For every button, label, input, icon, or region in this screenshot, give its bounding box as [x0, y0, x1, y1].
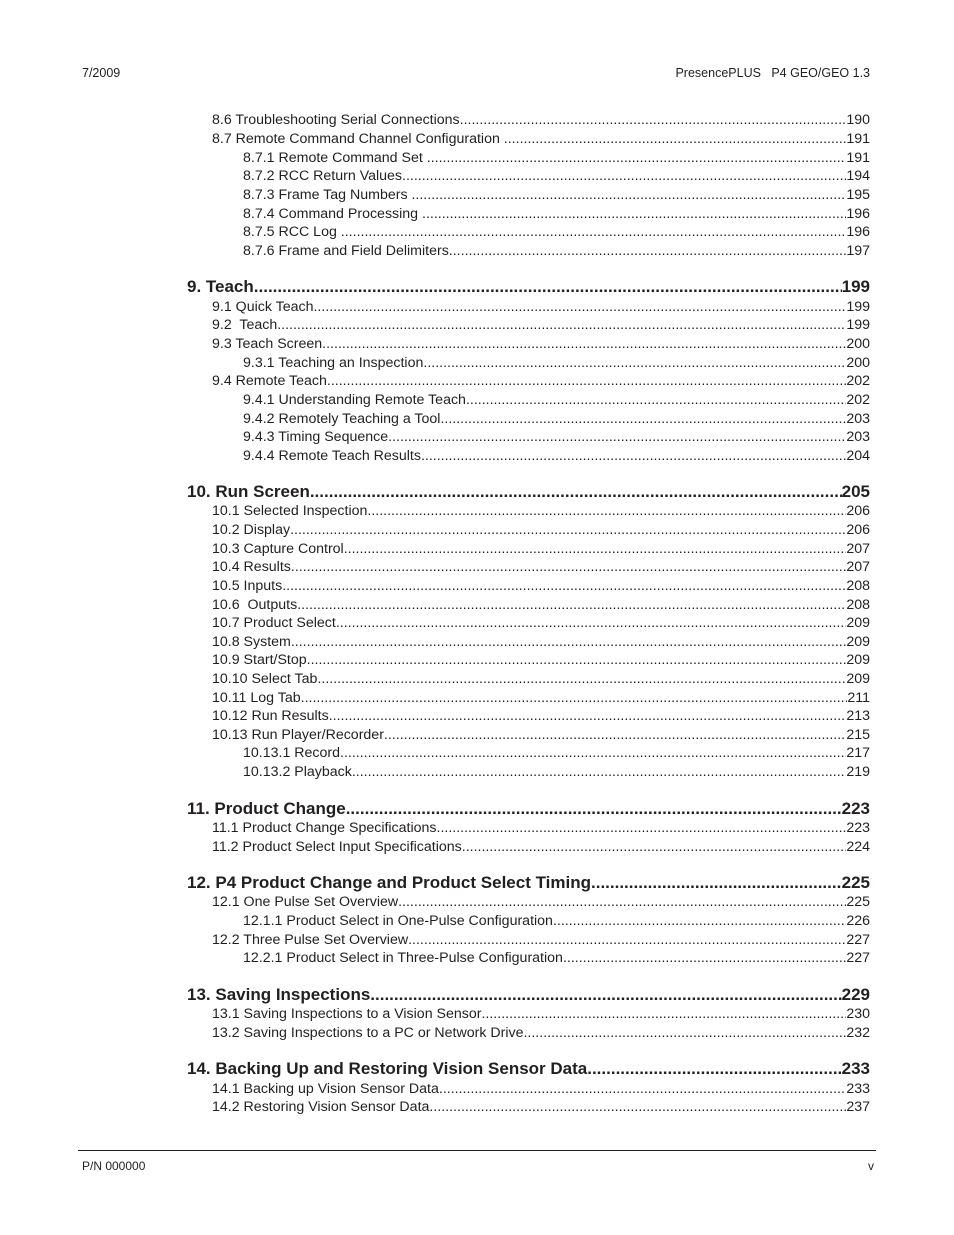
toc-leader-dots	[290, 521, 846, 539]
toc-leader-dots	[587, 1059, 841, 1079]
toc-section-entry[interactable]	[243, 354, 870, 372]
toc-leader-dots	[504, 130, 847, 148]
toc-entry-page-number: 215	[846, 727, 870, 743]
toc-entry-title: 8.7.3 Frame Tag Numbers	[243, 187, 412, 203]
toc-entry-page-number: 232	[846, 1025, 870, 1041]
toc-entry-page-number: 237	[846, 1099, 870, 1115]
toc-leader-dots	[336, 614, 847, 632]
page-header-date: 7/2009	[82, 66, 121, 80]
toc-leader-dots	[411, 186, 846, 204]
footer-divider	[78, 1150, 876, 1151]
toc-section-entry[interactable]	[212, 577, 870, 595]
toc-leader-dots	[429, 1098, 846, 1116]
toc-leader-dots	[367, 502, 846, 520]
toc-chapter-entry[interactable]	[187, 1059, 870, 1079]
toc-entry-page-number: 191	[846, 131, 870, 147]
toc-entry-title: 8.7.6 Frame and Field Delimiters	[243, 243, 449, 259]
toc-section-entry[interactable]	[212, 893, 870, 911]
toc-entry-page-number: 202	[846, 373, 870, 389]
toc-leader-dots	[591, 873, 842, 893]
toc-entry-page-number: 230	[846, 1006, 870, 1022]
toc-leader-dots	[344, 540, 847, 558]
toc-leader-dots	[402, 167, 846, 185]
toc-section-entry[interactable]	[212, 1080, 870, 1098]
toc-section-entry[interactable]	[212, 298, 870, 316]
toc-section-entry[interactable]	[243, 428, 870, 446]
toc-entry-title: 10.2 Display	[212, 522, 291, 538]
toc-entry-page-number: 226	[846, 913, 870, 929]
toc-section-entry[interactable]	[212, 614, 870, 632]
toc-entry-page-number: 200	[846, 336, 870, 352]
toc-entry-title: 10.1 Selected Inspection	[212, 503, 368, 519]
toc-section-entry[interactable]	[243, 223, 870, 241]
toc-leader-dots	[301, 689, 848, 707]
toc-entry-page-number: 206	[846, 522, 870, 538]
toc-section-entry[interactable]	[212, 670, 870, 688]
toc-entry-title: 11. Product Change	[187, 799, 346, 818]
toc-leader-dots	[327, 372, 846, 390]
toc-entry-page-number: 209	[846, 652, 870, 668]
toc-entry-page-number: 227	[846, 932, 870, 948]
toc-section-entry[interactable]	[212, 502, 870, 520]
toc-entry-page-number: 225	[841, 873, 870, 892]
toc-leader-dots	[421, 447, 846, 465]
page-header-product: PresencePLUS P4 GEO/GEO 1.3	[675, 66, 870, 80]
page-footer-part-number: P/N 000000	[82, 1159, 146, 1173]
toc-entry-title: 9.4.4 Remote Teach Results	[243, 448, 421, 464]
toc-leader-dots	[481, 1005, 846, 1023]
toc-leader-dots	[437, 819, 847, 837]
toc-entry-title: 10.13.2 Playback	[243, 764, 352, 780]
toc-leader-dots	[439, 1080, 846, 1098]
toc-entry-page-number: 199	[846, 299, 870, 315]
toc-entry-page-number: 208	[846, 578, 870, 594]
toc-entry-page-number: 206	[846, 503, 870, 519]
toc-chapter-entry[interactable]	[187, 985, 870, 1005]
toc-entry-title: 14.2 Restoring Vision Sensor Data	[212, 1099, 430, 1115]
toc-entry-title: 13.1 Saving Inspections to a Vision Sensor	[212, 1006, 482, 1022]
toc-entry-title: 12.1.1 Product Select in One-Pulse Configuration	[243, 913, 553, 929]
toc-leader-dots	[422, 205, 846, 223]
toc-entry-page-number: 209	[846, 671, 870, 687]
toc-leader-dots	[340, 744, 846, 762]
toc-entry-title: 12. P4 Product Change and Product Select Timing	[187, 873, 591, 892]
toc-entry-page-number: 233	[841, 1059, 870, 1078]
toc-entry-title: 9.4 Remote Teach	[212, 373, 327, 389]
toc-leader-dots	[427, 149, 847, 167]
toc-entry-title: 9.3.1 Teaching an Inspection	[243, 355, 424, 371]
toc-entry-title: 12.2 Three Pulse Set Overview	[212, 932, 409, 948]
toc-entry-page-number: 207	[846, 559, 870, 575]
toc-leader-dots	[370, 985, 841, 1005]
toc-leader-dots	[440, 410, 846, 428]
toc-section-entry[interactable]	[212, 1024, 870, 1042]
toc-entry-title: 9.3 Teach Screen	[212, 336, 323, 352]
toc-entry-page-number: 204	[846, 448, 870, 464]
toc-leader-dots	[449, 242, 847, 260]
toc-section-entry[interactable]	[243, 410, 870, 428]
toc-entry-page-number: 223	[841, 799, 870, 818]
toc-entry-page-number: 207	[846, 541, 870, 557]
toc-entry-title: 10.8 System	[212, 634, 291, 650]
toc-leader-dots	[317, 670, 846, 688]
toc-entry-page-number: 209	[846, 615, 870, 631]
toc-entry-page-number: 205	[841, 482, 870, 501]
toc-entry-title: 10.13 Run Player/Recorder	[212, 727, 384, 743]
toc-leader-dots	[254, 277, 842, 297]
toc-entry-title: 8.7 Remote Command Channel Configuration	[212, 131, 504, 147]
toc-section-entry[interactable]	[212, 819, 870, 837]
toc-section-entry[interactable]	[212, 633, 870, 651]
toc-entry-page-number: 194	[846, 168, 870, 184]
toc-entry-page-number: 229	[841, 985, 870, 1004]
toc-section-entry[interactable]	[243, 149, 870, 167]
toc-entry-page-number: 227	[846, 950, 870, 966]
toc-chapter-entry[interactable]	[187, 873, 870, 893]
toc-entry-page-number: 191	[846, 150, 870, 166]
toc-entry-title: 8.7.4 Command Processing	[243, 206, 423, 222]
toc-entry-page-number: 195	[846, 187, 870, 203]
toc-entry-title: 10.13.1 Record	[243, 745, 341, 761]
toc-leader-dots	[388, 428, 846, 446]
toc-entry-title: 8.6 Troubleshooting Serial Connections	[212, 112, 460, 128]
toc-chapter-entry[interactable]	[187, 277, 870, 297]
toc-leader-dots	[460, 111, 847, 129]
toc-section-entry[interactable]	[212, 1005, 870, 1023]
page-footer-page-number: v	[868, 1159, 874, 1173]
toc-section-entry[interactable]	[212, 838, 870, 856]
toc-section-entry[interactable]	[212, 372, 870, 390]
toc-section-entry[interactable]	[212, 521, 870, 539]
toc-entry-title: 8.7.1 Remote Command Set	[243, 150, 427, 166]
toc-entry-title: 12.1 One Pulse Set Overview	[212, 894, 399, 910]
toc-entry-title: 9.2 Teach	[212, 317, 278, 333]
toc-leader-dots	[322, 335, 846, 353]
toc-entry-page-number: 200	[846, 355, 870, 371]
toc-entry-title: 14. Backing Up and Restoring Vision Sensor Data	[187, 1059, 588, 1078]
toc-leader-dots	[313, 298, 846, 316]
toc-section-entry[interactable]	[243, 912, 870, 930]
toc-entry-page-number: 203	[846, 411, 870, 427]
toc-entry-title: 8.7.2 RCC Return Values	[243, 168, 403, 184]
toc-entry-title: 8.7.5 RCC Log	[243, 224, 341, 240]
toc-entry-page-number: 199	[841, 277, 870, 296]
toc-entry-title: 9.4.3 Timing Sequence	[243, 429, 389, 445]
toc-section-entry[interactable]	[212, 130, 870, 148]
toc-entry-title: 9.4.2 Remotely Teaching a Tool	[243, 411, 441, 427]
toc-leader-dots	[423, 354, 846, 372]
toc-entry-page-number: 224	[846, 839, 870, 855]
toc-chapter-entry[interactable]	[187, 799, 870, 819]
toc-entry-page-number: 197	[846, 243, 870, 259]
toc-section-entry[interactable]	[212, 596, 870, 614]
toc-entry-page-number: 211	[847, 690, 870, 706]
toc-entry-title: 10.9 Start/Stop	[212, 652, 307, 668]
toc-entry-title: 9. Teach	[187, 277, 254, 296]
toc-section-entry[interactable]	[212, 707, 870, 725]
toc-section-entry[interactable]	[212, 931, 870, 949]
toc-entry-title: 12.2.1 Product Select in Three-Pulse Configuration	[243, 950, 563, 966]
toc-leader-dots	[408, 931, 846, 949]
toc-leader-dots	[282, 577, 846, 595]
toc-leader-dots	[398, 893, 846, 911]
toc-section-entry[interactable]	[243, 447, 870, 465]
toc-section-entry[interactable]	[212, 558, 870, 576]
toc-entry-title: 14.1 Backing up Vision Sensor Data	[212, 1081, 439, 1097]
toc-leader-dots	[384, 726, 846, 744]
toc-leader-dots	[553, 912, 846, 930]
toc-entry-title: 10.12 Run Results	[212, 708, 329, 724]
toc-section-entry[interactable]	[243, 205, 870, 223]
toc-entry-page-number: 219	[846, 764, 870, 780]
toc-entry-page-number: 225	[846, 894, 870, 910]
toc-entry-page-number: 190	[846, 112, 870, 128]
toc-entry-page-number: 209	[846, 634, 870, 650]
toc-entry-title: 11.1 Product Change Specifications	[212, 820, 437, 836]
toc-leader-dots	[291, 633, 846, 651]
toc-entry-title: 13. Saving Inspections	[187, 985, 371, 1004]
toc-entry-title: 10.10 Select Tab	[212, 671, 318, 687]
toc-section-entry[interactable]	[243, 167, 870, 185]
toc-section-entry[interactable]	[212, 1098, 870, 1116]
toc-entry-page-number: 202	[846, 392, 870, 408]
toc-leader-dots	[291, 558, 846, 576]
toc-section-entry[interactable]	[212, 540, 870, 558]
toc-section-entry[interactable]	[243, 744, 870, 762]
toc-section-entry[interactable]	[243, 763, 870, 781]
toc-leader-dots	[352, 763, 846, 781]
toc-section-entry[interactable]	[212, 316, 870, 334]
toc-section-entry[interactable]	[212, 335, 870, 353]
toc-leader-dots	[462, 838, 847, 856]
toc-entry-page-number: 196	[846, 224, 870, 240]
toc-section-entry[interactable]	[212, 689, 870, 707]
toc-entry-page-number: 208	[846, 597, 870, 613]
toc-leader-dots	[329, 707, 847, 725]
toc-entry-title: 9.1 Quick Teach	[212, 299, 314, 315]
toc-section-entry[interactable]	[212, 651, 870, 669]
toc-leader-dots	[310, 482, 842, 502]
toc-entry-page-number: 203	[846, 429, 870, 445]
toc-entry-title: 10.3 Capture Control	[212, 541, 344, 557]
toc-section-entry[interactable]	[243, 949, 870, 967]
toc-section-entry[interactable]	[243, 242, 870, 260]
toc-entry-page-number: 199	[846, 317, 870, 333]
toc-leader-dots	[523, 1024, 846, 1042]
toc-section-entry[interactable]	[212, 111, 870, 129]
toc-leader-dots	[341, 223, 847, 241]
toc-section-entry[interactable]	[243, 391, 870, 409]
toc-entry-title: 9.4.1 Understanding Remote Teach	[243, 392, 466, 408]
toc-entry-title: 10.4 Results	[212, 559, 291, 575]
toc-section-entry[interactable]	[212, 726, 870, 744]
toc-entry-page-number: 223	[846, 820, 870, 836]
toc-section-entry[interactable]	[243, 186, 870, 204]
toc-leader-dots	[466, 391, 846, 409]
toc-entry-title: 10. Run Screen	[187, 482, 310, 501]
toc-entry-page-number: 196	[846, 206, 870, 222]
toc-leader-dots	[297, 596, 846, 614]
toc-leader-dots	[277, 316, 846, 334]
toc-entry-title: 13.2 Saving Inspections to a PC or Network Drive	[212, 1025, 524, 1041]
toc-entry-title: 10.6 Outputs	[212, 597, 298, 613]
toc-leader-dots	[563, 949, 846, 967]
toc-entry-title: 10.7 Product Select	[212, 615, 336, 631]
toc-entry-title: 11.2 Product Select Input Specifications	[212, 839, 462, 855]
toc-entry-title: 10.11 Log Tab	[212, 690, 301, 706]
toc-chapter-entry[interactable]	[187, 482, 870, 502]
toc-leader-dots	[307, 651, 847, 669]
toc-entry-title: 10.5 Inputs	[212, 578, 283, 594]
toc-entry-page-number: 217	[846, 745, 870, 761]
toc-entry-page-number: 213	[846, 708, 870, 724]
toc-leader-dots	[346, 799, 842, 819]
toc-entry-page-number: 233	[846, 1081, 870, 1097]
